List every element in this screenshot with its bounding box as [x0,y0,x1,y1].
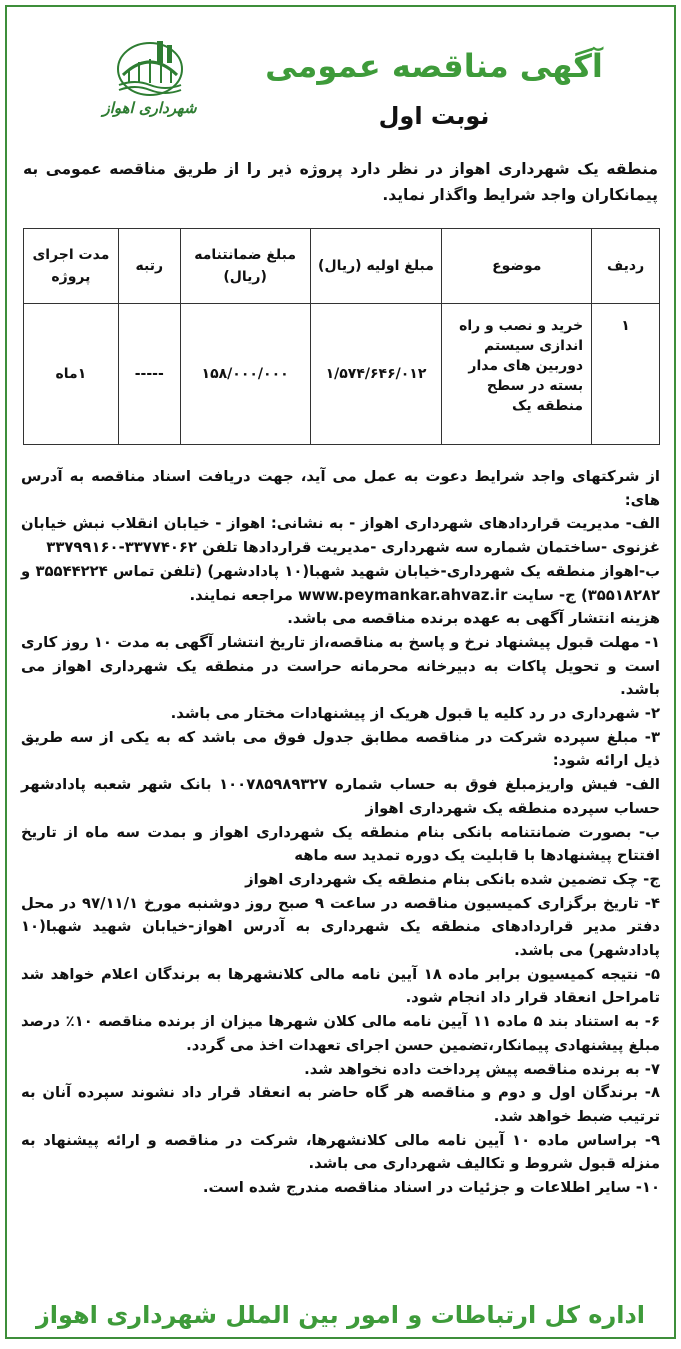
tender-notice [5,5,676,1339]
website-link[interactable]: www.peymankar.ahvaz.ir [298,586,508,604]
table-header-row [24,229,660,304]
cell-duration: ۱ماه [24,304,119,445]
paragraph: الف- فیش واریزمبلغ فوق به حساب شماره ۱۰۰۷۸۵۹۸۹۳۲۷ بانک شهر شعبه پادادشهر حساب سپرده منطقه یک شهرداری اهواز [21,776,660,817]
intro-text: منطقه یک شهرداری اهواز در نظر دارد پروژه ذیر را از طریق مناقصه عمومی به پیمانکاران واجد شرایط واگذار نماید. [23,160,658,204]
paragraph [21,560,660,607]
paragraph: ۲- شهرداری در رد کلیه یا قبول هریک از پیشنهادات مختار می باشد. [170,705,660,723]
paragraph: ۸- برندگان اول و دوم و مناقصه هر گاه حاضر به انعقاد قرار داد نشوند سپرده آنان به ترتیب ضبط خواهد شد. [21,1084,660,1125]
paragraph: هزینه انتشار آگهی به عهده برنده مناقصه می باشد. [287,610,660,628]
tender-table [23,228,660,445]
bridge-logo-icon [115,35,185,97]
page-title: آگهی مناقصه عمومی [265,47,603,85]
ahvaz-municipality-logo [87,35,212,140]
cell-guarantee-amount: ۱۵۸/۰۰۰/۰۰۰ [180,304,310,445]
table-row [24,304,660,445]
paragraph: ۱۰- سایر اطلاعات و جزئیات در اسناد مناقصه مندرج شده است. [202,1179,660,1197]
col-header-duration: مدت اجرای پروژه [24,229,119,304]
header [7,7,674,152]
footer-signature: اداره کل ارتباطات و امور بین الملل شهرداری اهواز [35,1301,646,1329]
cell-grade: ----- [118,304,180,445]
col-header-initial-amount: مبلغ اولیه (ریال) [310,229,442,304]
paragraph: الف- مدیریت قراردادهای شهرداری اهواز - به نشانی: اهواز - خیابان انقلاب نبش خیابان غزنوی -ساختمان شماره سه شهرداری -مدیریت قراردادها تلفن ۳۳۷۷۴۰۶۲-۳۳۷۹۹۱۶۰ [21,515,660,557]
col-header-grade: رتبه [118,229,180,304]
paragraph: ۶- به استناد بند ۵ ماده ۱۱ آیین نامه مالی کلان شهرها میزان از برنده مناقصه ۱۰٪ درصد مبلغ پیشنهادی پیمانکار،تضمین حسن اجرای تعهدات اخذ می گردد. [21,1013,660,1054]
paragraph: ۵- نتیجه کمیسیون برابر ماده ۱۸ آیین نامه مالی کلانشهرها به برندگان اعلام خواهد شد تامراحل انعقاد قرار داد انجام شود. [21,965,660,1007]
paragraph: ۷- به برنده مناقصه پیش پرداخت داده نخواهد شد. [304,1060,660,1078]
col-header-subject: موضوع [442,229,592,304]
page-subtitle: نوبت اول [378,102,490,130]
col-header-guarantee-amount: مبلغ ضمانتنامه (ریال) [180,229,310,304]
paragraph: از شرکتهای واجد شرایط دعوت به عمل می آید، جهت دریافت اسناد مناقصه به آدرس های: [21,468,660,509]
col-header-row-number: ردیف [592,229,660,304]
paragraph: ب- بصورت ضمانتنامه بانکی بنام منطقه یک شهرداری اهواز و بمدت سه ماه از تاریخ افتتاح پیشنهادها با قابلیت یک دوره تمدید سه ماهه [21,823,660,865]
paragraph: ۹- براساس ماده ۱۰ آیین نامه مالی کلانشهرها، شرکت در مناقصه و ارائه پیشنهاد به منزله قبول شروط و تکالیف شهرداری می باشد. [21,1131,661,1173]
cell-initial-amount: ۱/۵۷۴/۶۴۶/۰۱۲ [310,304,442,445]
address-b: ب-اهواز منطقه یک شهرداری-خیابان شهید شهبا(۱۰ پادادشهر) (تلفن تماس ۳۵۵۴۴۲۲۴ و ۳۵۵۱۸۲۸۲) ج- سایت [21,562,660,604]
paragraph: ج- چک تضمین شده بانکی بنام منطقه یک شهرداری اهواز [245,870,660,888]
cell-subject: خرید و نصب و راه اندازی سیستم دوربین های مدار بسته در سطح منطقه یک [442,304,592,445]
notice-body [7,465,674,1200]
logo-text: شهرداری اهواز [102,99,197,117]
paragraph: ۱- مهلت قبول پیشنهاد نرخ و پاسخ به مناقصه،از تاریخ انتشار آگهی به مدت ۱۰ روز کاری است و تحویل پاکات به دبیرخانه محرمانه حراست در منطقه یک شهرداری اهواز می باشد. [21,633,660,699]
paragraph: ۴- تاریخ برگزاری کمیسیون مناقصه در ساعت ۹ صبح روز دوشنبه مورخ ۹۷/۱۱/۱ در محل دفتر مدیر قراردادهای منطقه یک شهرداری به آدرس اهواز-خیابان شهید شهبا(۱۰ پادادشهر) می باشد. [21,894,660,960]
paragraph: ۳- مبلغ سپرده شرکت در مناقصه مطابق جدول فوق می باشد که به یکی از سه طریق ذیل ارائه شود: [21,728,660,770]
cell-row-number: ۱ [592,304,660,445]
refer-text: مراجعه نمایند. [189,586,293,604]
